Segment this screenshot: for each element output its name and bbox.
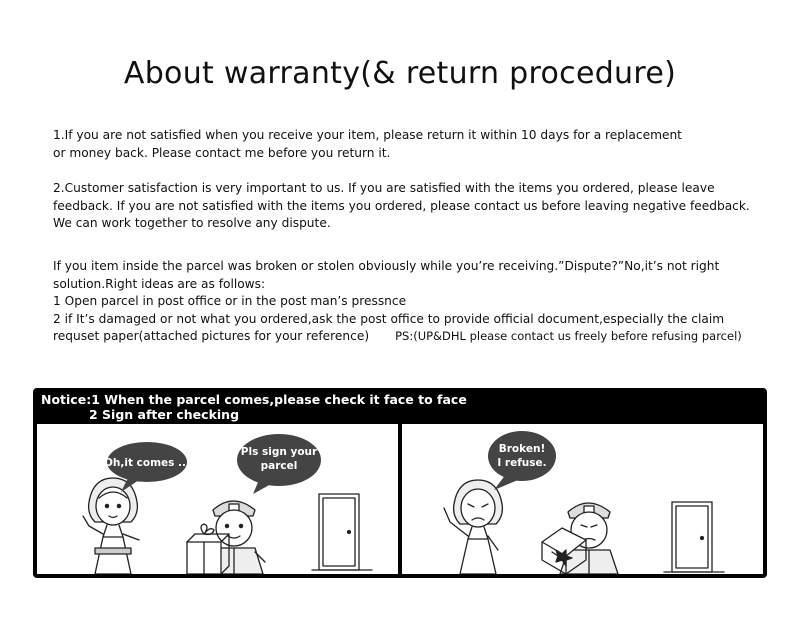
text-line: We can work together to resolve any dispute.: [53, 216, 331, 230]
text-line: feedback. If you are not satisfied with the items you ordered, please contact us before leaving negative feedback.: [53, 198, 750, 213]
ps-note: PS:(UP&DHL please contact us freely before refusing parcel): [395, 329, 742, 343]
girl-figure: [83, 478, 139, 574]
bubble-courier-text-2: parcel: [260, 460, 298, 472]
notice-line-1: Notice:1 When the parcel comes,please check it face to face: [41, 392, 467, 407]
text-line-content: requset paper(attached pictures for your reference): [53, 329, 370, 343]
warranty-paragraph-1: [53, 127, 773, 162]
door-figure: [312, 494, 372, 570]
illustration-panel-refuse: [402, 424, 763, 574]
text-line: [53, 328, 773, 346]
page-title: About warranty(& return procedure): [123, 56, 677, 91]
illustration-receive: [37, 424, 398, 574]
warranty-paragraph-2: [53, 180, 773, 233]
speech-bubble-girl-refuse: [488, 431, 556, 490]
speech-bubble-courier: [237, 434, 321, 494]
text-line: If you item inside the parcel was broken or stolen obviously while you’re receiving.”Dispute?”No,it’s not right: [53, 259, 720, 273]
text-line: 2.Customer satisfaction is very important to us. If you are satisfied with the items you ordered, please leave: [53, 181, 715, 195]
text-line: or money back. Please contact me before you return it.: [53, 145, 391, 160]
bubble-refuse-text-1: Broken!: [498, 443, 546, 455]
warranty-paragraph-3: [53, 258, 773, 346]
bubble-girl-text: Oh,it comes ...: [103, 457, 191, 469]
illustration-refuse: [402, 424, 763, 574]
notice-line-2: 2 Sign after checking: [89, 407, 240, 422]
girl-figure-upset: [444, 480, 502, 574]
notice-header: [41, 392, 467, 422]
door-figure: [664, 502, 724, 572]
text-line: solution.Right ideas are as follows:: [53, 276, 266, 291]
bubble-courier-text-1: Pls sign your: [240, 446, 318, 458]
bubble-refuse-text-2: I refuse.: [497, 457, 547, 469]
text-line: 2 if It’s damaged or not what you ordered,ask the post office to provide official document,especially the claim: [53, 311, 725, 326]
text-line: 1 Open parcel in post office or in the post man’s pressnce: [53, 294, 407, 308]
text-line: 1.If you are not satisfied when you receive your item, please return it within 10 days for a replacement: [53, 128, 682, 142]
notice-box: [33, 388, 767, 578]
illustration-panel-receive: [37, 424, 398, 574]
